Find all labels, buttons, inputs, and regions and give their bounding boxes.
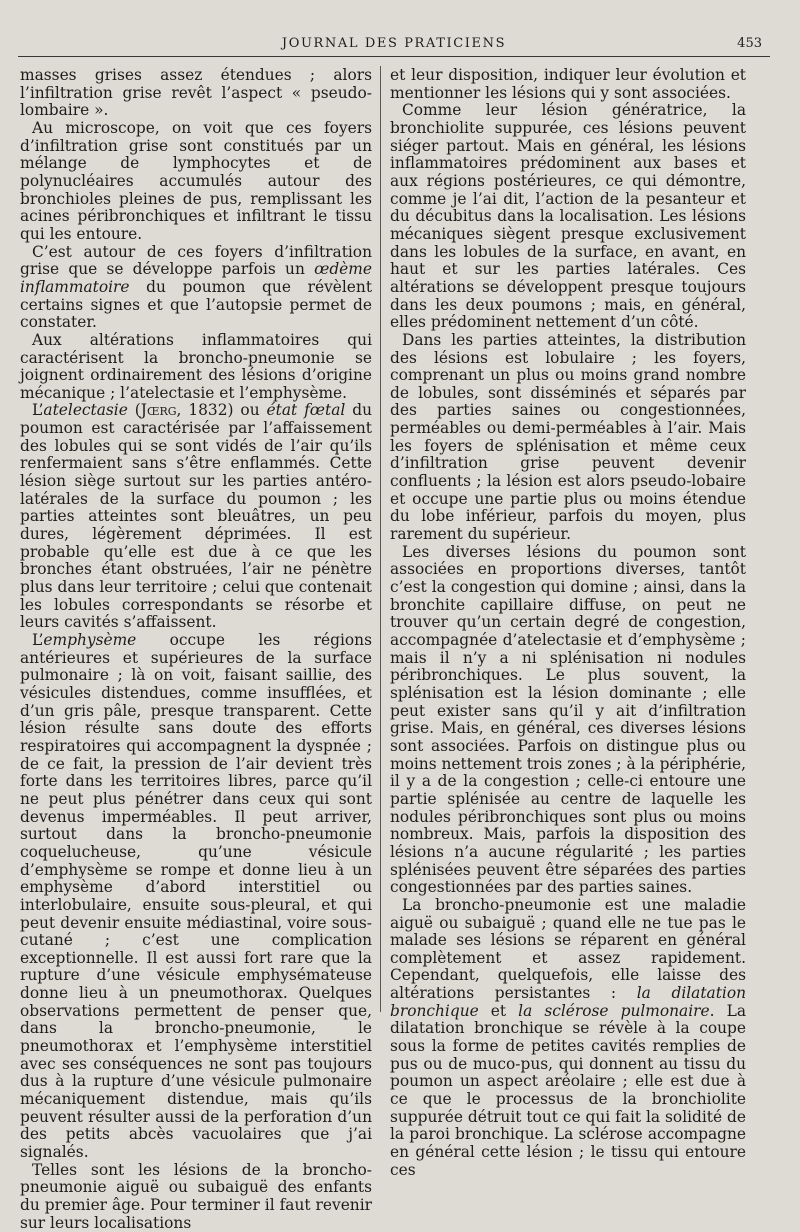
text-run: (	[127, 401, 141, 420]
text-run: , 1832) ou	[176, 401, 267, 420]
emphasized-term: la dilatation bronchique	[390, 984, 746, 1020]
text-run: Telles sont les lésions de la broncho-pneumonie aiguë ou subaiguë des enfants du premier âge. Pour terminer il faut revenir sur leurs localisations	[20, 1160, 372, 1232]
paragraph	[20, 1162, 372, 1232]
emphasized-term: atelectasie	[43, 401, 128, 420]
paragraph	[390, 897, 746, 1180]
paragraph	[20, 120, 372, 244]
text-run: Aux altérations inflammatoires qui caractérisent la broncho-pneumonie se joignent ordinairement des lésions d’origine mécanique ; l’atelectasie et l’emphysème.	[20, 330, 372, 402]
paragraph	[390, 102, 746, 332]
emphasized-term: état fœtal	[266, 401, 346, 420]
author-name: Jœrg	[140, 401, 177, 420]
text-run: occupe les régions antérieures et supérieures de la surface pulmonaire ; là on voit, faisant saillie, des vésicules distendues, comme insufflées, et d’un gris pâle, presque transparent. Cette lésion résulte sans doute des efforts respiratoires qui accompagnent la dyspnée ; de ce fait, la pression de l’air devient très forte dans les territoires libres, parce qu’il ne peut plus pénétrer dans ceux qui sont devenus imperméables. Il peut arriver, surtout dans la broncho-pneumonie coquelucheuse, qu’une vésicule d’emphysème se rompe et donne lieu à un emphysème d’abord interstitiel ou interlobulaire, ensuite sous-pleural, et qui peut devenir ensuite médiastinal, voire sous-cutané ; c’est une complication exceptionnelle. Il est aussi fort rare que la rupture d’une vésicule emphysémateuse donne lieu à un pneumothorax. Quelques observations permettent de penser que, dans la broncho-pneumonie, le pneumothorax et l’emphysème interstitiel avec ses conséquences ne sont pas toujours dus à la rupture d’une vésicule pulmonaire mécaniquement distendue, mais qu’ils peuvent résulter aussi de la perforation d’un des petits abcès vacuolaires que j’ai signalés.	[20, 631, 372, 1162]
text-run: L’	[32, 401, 44, 420]
paragraph	[20, 67, 372, 120]
page-number: 453	[737, 36, 762, 51]
paragraph	[390, 544, 746, 897]
journal-title: JOURNAL DES PRATICIENS	[281, 36, 507, 51]
text-run: et	[478, 1001, 519, 1020]
paragraph	[20, 402, 372, 632]
text-run: Au microscope, on voit que ces foyers d’infiltration grise sont constitués par un mélange de lymphocytes et de polynucléaires accumulés autour des bronchioles pleines de pus, remplissant les acines péribronchiques et infiltrant le tissu qui les entoure.	[20, 118, 372, 243]
text-run: et leur disposition, indiquer leur évolution et mentionner les lésions qui y sont associées.	[390, 66, 746, 102]
paragraph	[20, 332, 372, 403]
paragraph	[390, 332, 746, 544]
running-header	[18, 34, 770, 57]
emphasized-term: œdème inflammatoire	[20, 260, 372, 296]
text-run: La broncho-pneumonie est une maladie aiguë ou subaiguë ; quand elle ne tue pas le malade ses lésions se réparent en général complètement et assez rapidement. Cependant, quelquefois, elle laisse des altérations persistantes :	[390, 895, 746, 1003]
text-run: . La dilatation bronchique se révèle à la coupe sous la forme de petites cavités remplies de pus ou de muco-pus, qui donnent au tissu du poumon un aspect aréolaire ; elle est due à ce que le processus de la bronchiolite suppurée détruit tout ce qui fait la solidité de la paroi bronchique. La sclérose accompagne en général cette lésion ; le tissu qui entoure ces	[390, 1001, 746, 1179]
paragraph	[390, 67, 746, 102]
left-column	[20, 66, 372, 1232]
emphasized-term: la sclérose pulmonaire	[518, 1001, 710, 1020]
right-column	[390, 66, 746, 1179]
text-run: Comme leur lésion génératrice, la bronchiolite suppurée, ces lésions peuvent siéger partout. Mais en général, les lésions inflammatoires prédominent aux bases et aux régions postérieures, ce qui démontre, comme je l’ai dit, l’action de la pesanteur et du décubitus dans la localisation. Les lésions mécaniques siègent presque exclusivement dans les lobules de la surface, en avant, en haut et sur les parties latérales. Ces altérations se développent presque toujours dans les deux poumons ; mais, en général, elles prédominent nettement d’un côté.	[390, 101, 746, 332]
text-run: du poumon est caractérisée par l’affaissement des lobules qui se sont vidés de l’air qu’ils renfermaient sans s’être enflammés. Cette lésion siège surtout sur les parties antéro-latérales de la surface du poumon ; les parties atteintes sont bleuâtres, un peu dures, légèrement déprimées. Il est probable qu’elle est due à ce que les bronches étant obstruées, l’air ne pénètre plus dans leur territoire ; celui que contenait les lobules correspondants se résorbe et leurs cavités s’affaissent.	[20, 401, 372, 632]
text-run: L’	[32, 631, 44, 649]
text-run: C’est autour de ces foyers d’infiltration grise que se développe parfois un	[20, 242, 372, 279]
emphasized-term: emphysème	[43, 631, 137, 649]
paragraph	[20, 244, 372, 332]
text-run: Dans les parties atteintes, la distribution des lésions est lobulaire ; les foyers, comprenant un plus ou moins grand nombre de lobules, sont disséminés et séparés par des parties saines ou congestionnées, perméables ou demi-perméables à l’air. Mais les foyers de splénisation et même ceux d’infiltration grise peuvent devenir confluents ; la lésion est alors pseudo-lobaire et occupe une partie plus ou moins étendue du lobe inférieur, parfois du moyen, plus rarement du supérieur.	[390, 330, 746, 544]
text-run: du poumon que révèlent certains signes et que l’autopsie permet de constater.	[20, 277, 372, 332]
paragraph	[20, 632, 372, 1162]
column-divider	[380, 66, 381, 1012]
text-run: Les diverses lésions du poumon sont associées en proportions diverses, tantôt c’est la congestion qui domine ; ainsi, dans la bronchite capillaire diffuse, on peut ne trouver qu’un certain degré de congestion, accompagnée d’atelectasie et d’emphysème ; mais il n’y a ni splénisation ni nodules péribronchiques. Le plus souvent, la splénisation est la lésion dominante ; elle peut exister sans qu’il y ait d’infiltration grise. Mais, en général, ces diverses lésions sont associées. Parfois on distingue plus ou moins nettement trois zones ; à la périphérie, il y a de la congestion ; celle-ci entoure une partie splénisée au centre de laquelle les nodules péribronchiques sont plus ou moins nombreux. Mais, parfois la disposition des lésions n’a aucune régularité ; les parties splénisées peuvent être séparées des parties congestionnées par des parties saines.	[390, 542, 746, 897]
text-run: masses grises assez étendues ; alors l’infiltration grise revêt l’aspect « pseudo-lombaire ».	[20, 66, 372, 120]
